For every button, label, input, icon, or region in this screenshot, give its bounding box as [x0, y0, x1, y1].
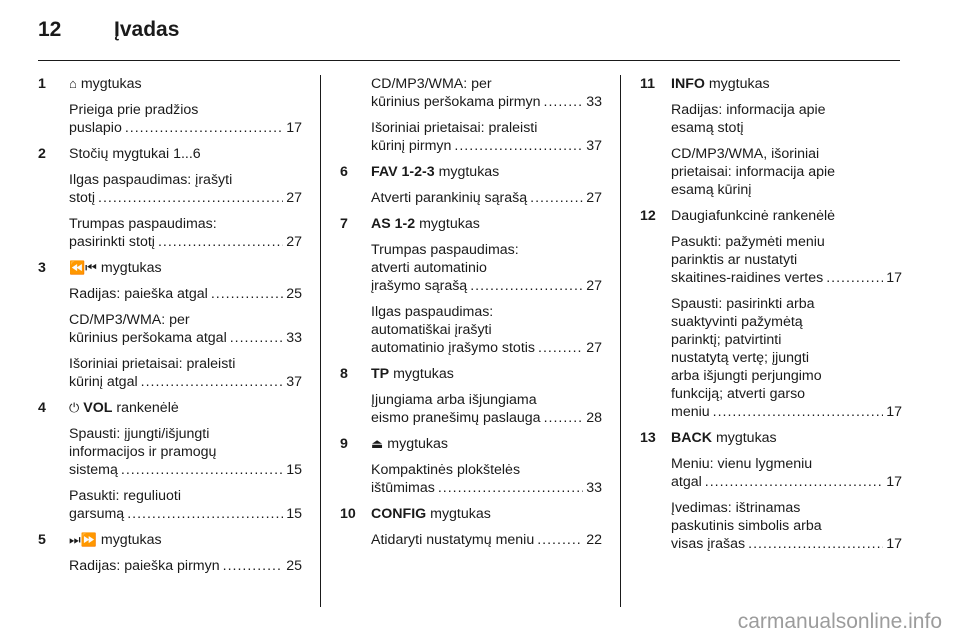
page-reference — [371, 531, 602, 549]
reference-text: eismo pranešimų paslauga — [371, 410, 541, 426]
item-number: 13 — [640, 430, 656, 446]
control-name: VOL — [83, 400, 113, 416]
description-line: arba išjungti perjungimo — [671, 368, 822, 384]
item-heading — [371, 505, 602, 523]
page-reference — [69, 189, 302, 207]
reference-page: 17 — [886, 474, 902, 490]
description-line: prietaisai: informacija apie — [671, 164, 836, 180]
item-heading — [671, 207, 902, 225]
reference-text: puslapio — [69, 120, 122, 136]
page-reference — [671, 403, 902, 421]
page-reference — [69, 285, 302, 303]
reference-text: automatinio įrašymo stotis — [371, 340, 536, 356]
page-reference — [69, 373, 302, 391]
item-number: 2 — [38, 146, 46, 162]
reference-page: 17 — [886, 536, 902, 552]
legend-item — [640, 207, 902, 225]
description-line: parinktį; patvirtinti — [671, 332, 782, 348]
description-block — [640, 101, 902, 137]
header-rule — [38, 60, 900, 61]
description-block — [340, 119, 602, 155]
reference-page: 27 — [586, 278, 602, 294]
description-block — [340, 189, 602, 207]
description-block — [38, 171, 302, 207]
reference-text: Atidaryti nustatymų meniu — [371, 532, 535, 548]
reference-page: 25 — [286, 558, 302, 574]
reference-text: kūrinį atgal — [69, 374, 138, 390]
page-reference — [371, 277, 602, 295]
item-number: 7 — [340, 216, 348, 232]
description-block — [340, 241, 602, 295]
leader-dots — [141, 373, 284, 391]
seek-forward-icon: ⏭⏩ — [69, 532, 97, 547]
description-line: Spausti: pasirinkti arba — [671, 296, 815, 312]
legend-item — [340, 505, 602, 523]
item-number: 9 — [340, 436, 348, 452]
legend-item — [340, 365, 602, 383]
description-line: Ilgas paspaudimas: įrašyti — [69, 172, 233, 188]
description-block — [38, 215, 302, 251]
description-line: atverti automatinio — [371, 260, 487, 276]
item-label: mygtukas — [708, 76, 770, 92]
item-label: mygtukas — [438, 164, 500, 180]
reference-text: įrašymo sąrašą — [371, 278, 468, 294]
item-heading — [371, 435, 602, 453]
description-block — [340, 531, 602, 549]
page-reference — [69, 461, 302, 479]
reference-text: Radijas: paieška pirmyn — [69, 558, 220, 574]
description-line: Spausti: įjungti/išjungti — [69, 426, 210, 442]
description-line: Išoriniai prietaisai: praleisti — [69, 356, 236, 372]
reference-page: 27 — [586, 190, 602, 206]
description-block — [38, 487, 302, 523]
reference-page: 33 — [586, 94, 602, 110]
item-heading — [69, 145, 302, 163]
description-line: CD/MP3/WMA: per — [69, 312, 190, 328]
column-3 — [640, 75, 902, 561]
reference-page: 22 — [586, 532, 602, 548]
description-block — [340, 391, 602, 427]
description-line: informacijos ir pramogų — [69, 444, 217, 460]
reference-text: kūrinius peršokama atgal — [69, 330, 227, 346]
reference-page: 25 — [286, 286, 302, 302]
item-label: mygtukas — [100, 260, 162, 276]
description-block — [38, 285, 302, 303]
description-line: CD/MP3/WMA, išoriniai — [671, 146, 820, 162]
page-reference — [69, 329, 302, 347]
leader-dots — [705, 473, 883, 491]
page-number: 12 — [38, 18, 62, 41]
description-block — [640, 145, 902, 199]
leader-dots — [538, 339, 583, 357]
reference-text: kūrinį pirmyn — [371, 138, 452, 154]
reference-text: Atverti parankinių sąrašą — [371, 190, 528, 206]
leader-dots — [438, 479, 583, 497]
reference-page: 17 — [886, 404, 902, 420]
description-line: esamą kūrinį — [671, 182, 752, 198]
description-block — [340, 303, 602, 357]
leader-dots — [454, 137, 583, 155]
reference-page: 15 — [286, 462, 302, 478]
reference-text: Radijas: paieška atgal — [69, 286, 208, 302]
reference-page: 33 — [286, 330, 302, 346]
legend-item — [38, 259, 302, 277]
leader-dots — [98, 189, 283, 207]
page-reference — [371, 137, 602, 155]
control-name: TP — [371, 366, 390, 382]
description-block — [38, 355, 302, 391]
eject-icon: ⏏ — [371, 436, 384, 451]
item-label: mygtukas — [430, 506, 491, 522]
leader-dots — [470, 277, 583, 295]
leader-dots — [158, 233, 283, 251]
leader-dots — [125, 119, 283, 137]
leader-dots — [121, 461, 283, 479]
item-label: rankenėlė — [116, 400, 179, 416]
description-line: funkciją; atverti garso — [671, 386, 806, 402]
reference-text: sistemą — [69, 462, 118, 478]
item-heading — [671, 429, 902, 447]
item-label: mygtukas — [419, 216, 480, 232]
description-line: Trumpas paspaudimas: — [371, 242, 519, 258]
reference-page: 33 — [586, 480, 602, 496]
reference-page: 37 — [286, 374, 302, 390]
description-block — [640, 233, 902, 287]
reference-page: 17 — [286, 120, 302, 136]
legend-item — [340, 163, 602, 181]
description-line: Kompaktinės plokštelės — [371, 462, 521, 478]
leader-dots — [544, 93, 584, 111]
reference-text: pasirinkti stotį — [69, 234, 155, 250]
item-heading — [69, 75, 302, 93]
item-label: mygtukas — [715, 430, 777, 446]
description-line: Prieiga prie pradžios — [69, 102, 199, 118]
reference-text: meniu — [671, 404, 710, 420]
item-number: 4 — [38, 400, 46, 416]
page-reference — [371, 479, 602, 497]
description-line: automatiškai įrašyti — [371, 322, 492, 338]
legend-item — [38, 145, 302, 163]
reference-text: atgal — [671, 474, 702, 490]
seek-back-icon: ⏪⏮ — [69, 260, 97, 275]
item-number: 1 — [38, 76, 46, 92]
reference-text: stotį — [69, 190, 96, 206]
page-reference — [371, 339, 602, 357]
description-block — [38, 557, 302, 575]
power-icon: ⏻ — [69, 400, 80, 415]
item-label: Daugiafunkcinė rankenėlė — [671, 208, 836, 224]
page-reference — [371, 93, 602, 111]
control-name: FAV 1-2-3 — [371, 164, 435, 180]
description-line: parinktis ar nustatyti — [671, 252, 798, 268]
page-reference — [69, 119, 302, 137]
description-line: Meniu: vienu lygmeniu — [671, 456, 813, 472]
leader-dots — [230, 329, 284, 347]
description-line: Išoriniai prietaisai: praleisti — [371, 120, 538, 136]
item-heading — [371, 365, 602, 383]
description-line: CD/MP3/WMA: per — [371, 76, 492, 92]
description-block — [640, 295, 902, 421]
item-heading — [69, 259, 302, 277]
description-line: Ilgas paspaudimas: — [371, 304, 494, 320]
reference-page: 27 — [586, 340, 602, 356]
reference-page: 28 — [586, 410, 602, 426]
item-heading — [371, 163, 602, 181]
item-number: 10 — [340, 506, 356, 522]
legend-item — [640, 429, 902, 447]
description-line: suaktyvinti pažymėtą — [671, 314, 803, 330]
item-label: mygtukas — [393, 366, 454, 382]
description-line: Radijas: informacija apie — [671, 102, 826, 118]
leader-dots — [544, 409, 584, 427]
leader-dots — [223, 557, 284, 575]
reference-text: kūrinius peršokama pirmyn — [371, 94, 541, 110]
leader-dots — [127, 505, 283, 523]
reference-text: garsumą — [69, 506, 125, 522]
description-block — [38, 425, 302, 479]
description-block — [640, 499, 902, 553]
column-1 — [38, 75, 302, 583]
description-line: Trumpas paspaudimas: — [69, 216, 217, 232]
reference-text: ištūmimas — [371, 480, 435, 496]
page-reference — [69, 233, 302, 251]
legend-item — [340, 215, 602, 233]
leader-dots — [748, 535, 883, 553]
reference-page: 27 — [286, 234, 302, 250]
item-number: 5 — [38, 532, 46, 548]
reference-text: visas įrašas — [671, 536, 746, 552]
description-block — [340, 75, 602, 111]
reference-page: 17 — [886, 270, 902, 286]
leader-dots — [530, 189, 583, 207]
page-reference — [671, 473, 902, 491]
description-line: nustatytą vertę; įjungti — [671, 350, 810, 366]
legend-item — [340, 435, 602, 453]
item-number: 11 — [640, 76, 655, 92]
page-reference — [671, 535, 902, 553]
page-header — [38, 18, 179, 48]
chapter-title: Įvadas — [114, 18, 180, 41]
control-name: CONFIG — [371, 506, 427, 522]
reference-page: 15 — [286, 506, 302, 522]
page-reference — [671, 269, 902, 287]
page-reference — [69, 505, 302, 523]
control-name: BACK — [671, 430, 712, 446]
item-number: 8 — [340, 366, 348, 382]
leader-dots — [537, 531, 583, 549]
item-heading — [69, 399, 302, 417]
item-label: mygtukas — [100, 532, 162, 548]
description-block — [38, 101, 302, 137]
legend-item — [38, 531, 302, 549]
item-heading — [69, 531, 302, 549]
column-2 — [340, 75, 602, 557]
watermark: carmanualsonline.info — [737, 610, 942, 633]
description-block — [640, 455, 902, 491]
description-block — [38, 311, 302, 347]
leader-dots — [211, 285, 283, 303]
control-name: INFO — [671, 76, 705, 92]
legend-item — [640, 75, 902, 93]
item-label: mygtukas — [387, 436, 449, 452]
description-line: Pasukti: pažymėti meniu — [671, 234, 825, 250]
item-number: 12 — [640, 208, 656, 224]
leader-dots — [826, 269, 883, 287]
page-reference — [371, 409, 602, 427]
legend-item — [38, 75, 302, 93]
description-line: paskutinis simbolis arba — [671, 518, 822, 534]
reference-text: skaitines-raidines vertes — [671, 270, 824, 286]
legend-item — [38, 399, 302, 417]
item-heading — [671, 75, 902, 93]
column-divider — [620, 75, 621, 607]
page-reference — [371, 189, 602, 207]
item-number: 3 — [38, 260, 46, 276]
description-line: Įjungiama arba išjungiama — [371, 392, 537, 408]
reference-page: 27 — [286, 190, 302, 206]
description-block — [340, 461, 602, 497]
column-divider — [320, 75, 321, 607]
reference-page: 37 — [586, 138, 602, 154]
page-reference — [69, 557, 302, 575]
item-number: 6 — [340, 164, 348, 180]
description-line: Įvedimas: ištrinamas — [671, 500, 801, 516]
control-name: AS 1-2 — [371, 216, 416, 232]
description-line: Pasukti: reguliuoti — [69, 488, 181, 504]
leader-dots — [713, 403, 884, 421]
item-label: mygtukas — [80, 76, 142, 92]
item-label: Stočių mygtukai 1...6 — [69, 146, 201, 162]
home-icon: ⌂ — [69, 76, 77, 91]
description-line: esamą stotį — [671, 120, 744, 136]
item-heading — [371, 215, 602, 233]
